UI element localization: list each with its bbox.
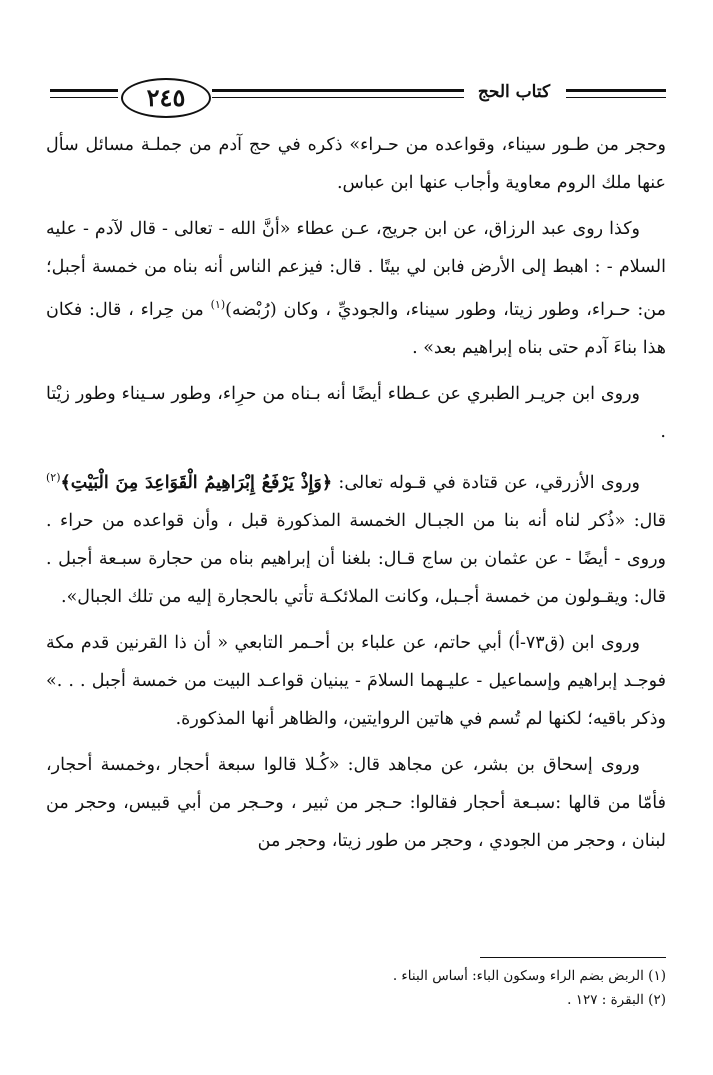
page-number: ٢٤٥ xyxy=(121,78,211,118)
paragraph xyxy=(46,375,666,451)
footnote-ref: (٢) xyxy=(46,470,61,484)
main-text xyxy=(46,126,666,868)
paragraph-text: وروى الأزرقي، عن قتادة في قـوله تعالى: xyxy=(332,472,640,493)
footnotes xyxy=(46,964,666,1012)
footnote-ref: (١) xyxy=(210,298,226,311)
quran-verse: ﴿وَإِذْ يَرْفَعُ إِبْرَاهِيمُ الْقَوَاعِدَ مِنَ الْبَيْتِ﴾ xyxy=(60,472,333,493)
footnote-separator xyxy=(480,957,666,958)
paragraph xyxy=(46,746,666,860)
paragraph-text: وحجر من طـور سيناء، وقواعده من حـراء» ذكره في حج آدم من جملـة مسائل سأل عنها ملك الروم معاوية وأجاب عنها ابن عباس. xyxy=(46,135,666,193)
paragraph-text: وروى إسحاق بن بشر، عن مجاهد قال: «كُـلا قالوا سبعة أحجار ،وخمسة أحجار، فأمّا من قالها :سبـعة أحجار فقالوا: حـجر من ثبير ، وحـجر من أبي قبيس، وحجر من لبنان ، وحجر من الجودي ، وحجر من طور زيتا، وحجر من xyxy=(46,754,666,851)
footnote-1: (١) الربض بضم الراء وسكون الباء: أساس البناء . xyxy=(392,968,666,984)
paragraph xyxy=(46,210,666,367)
header-rule-left-thin xyxy=(50,97,118,98)
paragraph xyxy=(46,459,666,616)
paragraph xyxy=(46,624,666,738)
paragraph-text: وروى ابن جريـر الطبري عن عـطاء أيضًا أنه بـناه من حرِاء، وطور سـيناء وطور زيْتا . xyxy=(46,383,666,442)
paragraph-text-tail: من حِراء ، قال: فكان هذا بناءَ آدم حتى بناه إبراهيم بعد» . xyxy=(46,299,666,358)
paragraph-text-tail: قال: «ذُكر لناه أنه بنا من الجبـال الخمسة المذكورة قبل ، وأن قواعده من حراء . وروى - أيضًا - عن عثمان بن ساج قـال: بلغنا أن إبراهيم بناه من حجارة سبـعة أجبل . قال: ويقـولون من خمسة أجـبل، وكانت الملائكـة تأتي بالحجارة إليه من تلك الجبال». xyxy=(46,510,666,607)
header-rule-left-thick xyxy=(50,89,118,92)
header-rule-middle-thin xyxy=(212,97,464,98)
paragraph xyxy=(46,126,666,202)
header-rule-right-thin xyxy=(566,97,666,98)
header-rule-right-thick xyxy=(566,89,666,92)
footnote-2: (٢) البقرة : ١٢٧ . xyxy=(567,992,666,1008)
paragraph-text: وكذا روى عبد الرزاق، عن ابن جريج، عـن عطاء «أنَّ الله - تعالى - قال لآدم - عليه السلام - : اهبط إلى الأرض فابن لي بيتًا . قال: فيزعم الناس أنه بناه من خمسة أجبل؛ من: حـراء، وطور زيتا، وطور سيناء، والجوديِّ ، وكان (رُبْضه) xyxy=(46,219,666,320)
paragraph-text: وروى ابن (ق٧٣-أ) أبي حاتم، عن علباء بن أحـمر التابعي « أن ذا القرنين قدم مكة فوجـد إبراهيم وإسماعيل - عليـهما السلامَ - يبنيان قواعـد البيت من خمسة أجبل . . .» وذكر باقيه؛ لكنها لم تُسم في هاتين الروايتين، والظاهر أنها المذكورة. xyxy=(46,632,666,729)
header-rule-middle-thick xyxy=(212,89,464,92)
page-header xyxy=(0,68,713,118)
book-title: كتاب الحج xyxy=(477,82,551,102)
